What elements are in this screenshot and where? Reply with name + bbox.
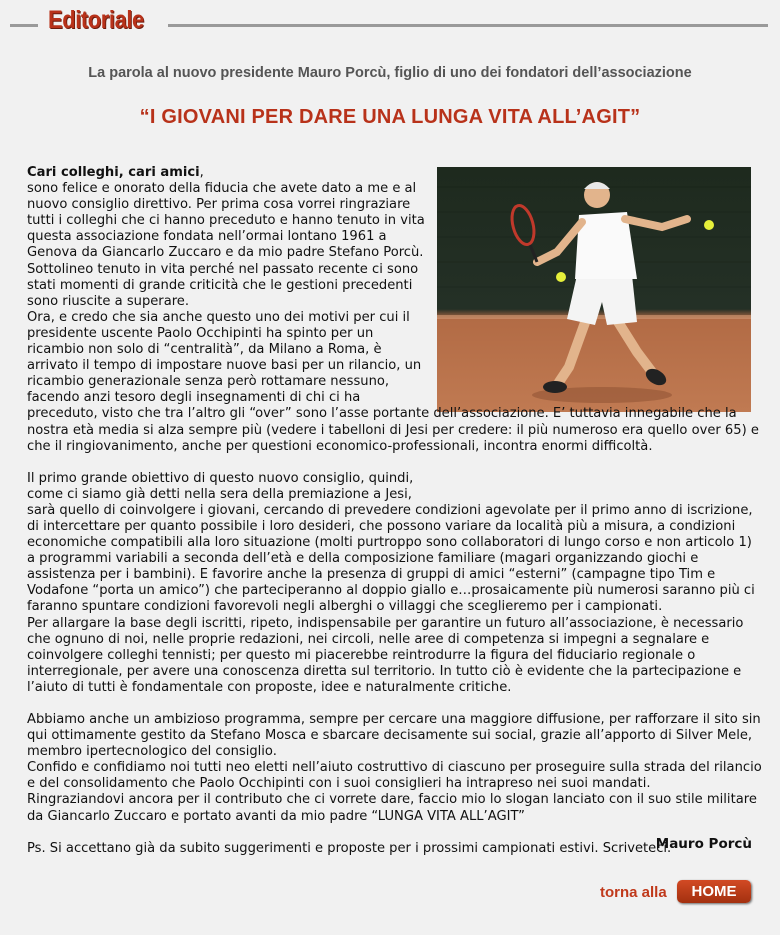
paragraph-5	[27, 712, 763, 825]
paragraph-7-text: Ringraziandovi ancora per il contributo che ci vorrete dare, faccio mio lo slogan lanciato con il suo stile militare da Giancarlo Zuccaro e portato avanti da mio padre “LUNGA VITA ALL’AGIT”	[27, 792, 757, 824]
home-button[interactable]: HOME	[677, 880, 751, 903]
header-rule-left	[10, 24, 38, 27]
photo-float	[432, 310, 763, 406]
paragraph-3	[27, 471, 763, 696]
paragraph-6-text: Confido e confidiamo noi tutti neo eletti nell’aiuto costruttivo di ciascuno per proseguire sulla strada del rilancio e del consolidamento che Paolo Occhipinti con i suoi consiglieri ha intrapreso nei suoi mandati.	[27, 760, 762, 792]
back-to-label: torna alla	[600, 884, 667, 901]
paragraph-3-text: Il primo grande obiettivo di questo nuovo consiglio, quindi, come ci siamo già detti nella sera della premiazione a Jesi, sarà quello di coinvolgere i giovani, cercando di prevedere condizioni agevolate per il primo anno di iscrizione, di intercettare per quanto possibile i loro desideri, che possono variare da località più a misura, a condizioni economiche compatibili alla loro situazione (molti purtroppo sono collaboratori di lungo corso e non articolo 1) a programmi variabili a seconda dell’età e della composizione familiare (magari organizzando giochi e assistenza per i bambini). E favorire anche la presenza di gruppi di amici “esterni” (campagne tipo Tim e Vodafone “porta un amico”) che parteciperanno al doppio giallo e…prosaicamente più numerosi saranno più ci faranno spuntare condizioni favorevoli negli alberghi o villaggi che sceglieremo per i campionati.	[27, 470, 755, 615]
article-headline: “I GIOVANI PER DARE UNA LUNGA VITA ALL’AGIT”	[139, 106, 641, 128]
greeting-punctuation: ,	[199, 165, 204, 180]
section-header	[0, 0, 780, 50]
article-subtitle: La parola al nuovo presidente Mauro Porcù, figlio di uno dei fondatori dell’associazione	[88, 65, 692, 81]
section-title: Editoriale	[48, 6, 144, 34]
paragraph-1-text: sono felice e onorato della fiducia che avete dato a me e al nuovo consiglio direttivo. Per prima cosa vorrei ringraziare tutti i colleghi che ci hanno preceduto e hanno tenuto in vita questa associazione fondata nell’ormai lontano 1961 a Genova da Giancarlo Zuccaro e da mio padre Stefano Porcù. Sottolineo tenuto in vita perché nel passato recente ci sono stati momenti di grande criticità che le gestioni precedenti sono riuscite a superare.	[27, 181, 425, 309]
article-body	[27, 165, 763, 873]
paragraph-2-wrap	[27, 310, 763, 455]
paragraph-2-text: Ora, e credo che sia anche questo uno dei motivi per cui il presidente uscente Paolo Occhipinti ha spinto per un ricambio non solo di “centralità”, da Milano a Roma, è arrivato il tempo di impostare nuove basi per un rilancio, un ricambio generazionale senza però rottamare nessuno, facendo anzi tesoro degli insegnamenti di chi ci ha preceduto, visto che tra l’altro gli “over” sono l’asse portante dell’associazione. E’ tuttavia innegabile che la nostra età media si alza sempre più (vedere i tabelloni di Jesi per credere: il più numeroso era quello over 65) e che il ringiovanimento, anche per questioni economico-professionali, incontra enormi difficoltà.	[27, 309, 759, 454]
greeting: Cari colleghi, cari amici	[27, 165, 200, 180]
header-rule-right	[168, 24, 768, 27]
paragraph-1	[27, 165, 432, 310]
signature: Mauro Porcù	[655, 836, 752, 852]
paragraph-5-text: Abbiamo anche un ambizioso programma, sempre per cercare una maggiore diffusione, per rafforzare il sito sin qui ottimamente gestito da Stefano Mosca e sbarcare decisamente sui social, grazie all’apporto di Silver Mele, membro ipertecnologico del consiglio.	[27, 712, 761, 760]
postscript: Ps. Si accettano già da subito suggerimenti e proposte per i prossimi campionati estivi. Scriveteci.	[27, 840, 672, 856]
paragraph-4-text: Per allargare la base degli iscritti, ripeto, indispensabile per garantire un futuro all’associazione, è necessario che ognuno di noi, nelle proprie redazioni, nei circoli, nelle aree di competenza si impegni a segnalare e coinvolgere colleghi tennisti; per questo mi piacerebbe reintrodurre la figura del fiduciario regionale o interregionale, per avere una conoscenza diretta sul territorio. In tutto ciò è evidente che la partecipazione e l’aiuto di tutti è fondamentale con proposte, idee e naturalmente critiche.	[27, 615, 744, 695]
